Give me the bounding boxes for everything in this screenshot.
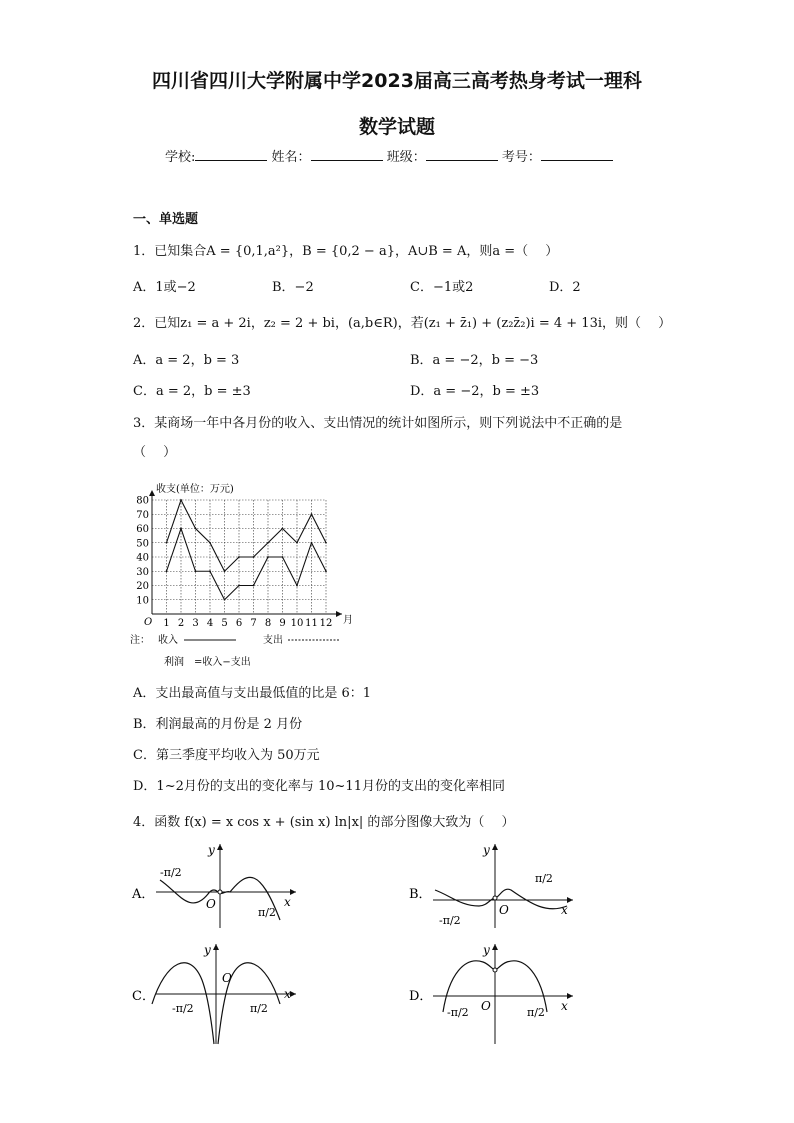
q3-stem-line1: 3．某商场一年中各月份的收入、支出情况的统计如图所示，则下列说法中不正确的是: [133, 416, 623, 431]
q3-option-a[interactable]: A．支出最高值与支出最低值的比是 6：1: [133, 686, 372, 701]
expense-point: [180, 528, 182, 530]
graph-b-right: π/2: [535, 872, 553, 885]
income-point: [224, 570, 226, 572]
graph-c-o: O: [222, 971, 232, 985]
legend-income-label: 收入: [158, 635, 178, 646]
chart-origin: O: [144, 617, 153, 628]
x-axis-arrow: [336, 611, 342, 617]
expense-point: [238, 585, 240, 587]
y-tick-label: 60: [136, 524, 149, 535]
income-point: [296, 542, 298, 544]
graph-a-left: -π/2: [160, 866, 182, 879]
expense-point: [224, 599, 226, 601]
q3-option-d[interactable]: D．1~2月份的支出的变化率与 10~11月份的支出的变化率相同: [133, 779, 505, 794]
graph-b-x: x: [561, 903, 568, 917]
q4-stem: 4．函数 f(x) = x cos x + (sin x) ln|x| 的部分图像大致为（ ）: [133, 815, 515, 830]
q2-option-d[interactable]: D．a = −2，b = ±3: [410, 384, 540, 399]
legend-expense-label: 支出: [263, 635, 283, 646]
y-tick-label: 30: [136, 566, 149, 578]
income-point: [209, 542, 211, 544]
school-blank[interactable]: [195, 148, 267, 161]
examno-label: 考号：: [501, 150, 541, 165]
x-tick-label: 8: [264, 618, 272, 629]
income-point: [195, 528, 197, 530]
expense-point: [253, 585, 255, 587]
graph-a-label: A．: [132, 887, 155, 902]
q2-option-b[interactable]: B．a = −2，b = −3: [410, 353, 539, 368]
graph-d-left: -π/2: [447, 1006, 469, 1019]
graph-d-label: D．: [409, 989, 433, 1004]
graph-c-x: x: [284, 987, 291, 1001]
expense-point: [296, 585, 298, 587]
y-tick-label: 70: [136, 509, 149, 521]
x-tick-label: 5: [221, 618, 228, 629]
examno-blank[interactable]: [541, 148, 613, 161]
x-tick-label: 4: [206, 618, 214, 629]
section-heading: 一、单选题: [133, 212, 199, 227]
q2-stem: 2．已知z₁ = a + 2i，z₂ = 2 + bi，(a,b∈R)，若(z₁ + z̄₁) + (z₂z̄₂)i = 4 + 13i，则（ ）: [133, 316, 672, 331]
class-label: 班级：: [386, 150, 426, 165]
graph-d-y: y: [483, 943, 490, 957]
exam-title-line1: 四川省四川大学附属中学2023届高三高考热身考试一理科: [152, 70, 642, 92]
income-expense-chart: [128, 476, 368, 672]
y-tick-label: 10: [136, 595, 149, 607]
info-fields: [165, 146, 613, 165]
graph-d-o: O: [481, 999, 491, 1013]
series-expense-line: [167, 529, 327, 600]
income-point: [180, 499, 182, 501]
series-income-line: [167, 500, 327, 571]
x-tick-label: 12: [319, 618, 333, 629]
x-tick-label: 9: [279, 618, 286, 629]
expense-point: [209, 570, 211, 572]
q3-stem-line2: （ ）: [133, 445, 177, 460]
chart-xlabel: 月: [343, 615, 353, 626]
expense-point: [282, 556, 284, 558]
exam-title-line2: 数学试题: [358, 116, 435, 138]
q2-option-a[interactable]: A．a = 2，b = 3: [133, 353, 240, 368]
y-tick-label: 50: [136, 538, 149, 550]
x-tick-label: 3: [192, 618, 199, 629]
q4-graph-c[interactable]: [130, 940, 310, 1050]
q1-option-c[interactable]: C．−1或2: [410, 280, 474, 295]
graph-a-x: x: [284, 895, 291, 909]
expense-point: [267, 556, 269, 558]
x-tick-label: 2: [177, 618, 185, 629]
income-point: [311, 513, 313, 515]
graph-c-y: y: [204, 943, 211, 957]
income-point: [267, 542, 269, 544]
q4-graph-a[interactable]: [130, 840, 310, 930]
expense-point: [311, 542, 313, 544]
income-point: [166, 542, 168, 544]
y-tick-label: 80: [136, 495, 149, 507]
q2-option-c[interactable]: C．a = 2，b = ±3: [133, 384, 251, 399]
expense-point: [195, 570, 197, 572]
graph-d-x: x: [561, 999, 568, 1013]
income-point: [282, 528, 284, 530]
y-tick-label: 20: [136, 581, 149, 592]
name-label: 姓名：: [271, 150, 311, 165]
graph-c-label: C．: [132, 989, 155, 1004]
graph-a-right: π/2: [258, 906, 276, 919]
q1-option-d[interactable]: D．2: [549, 280, 581, 295]
x-tick-label: 11: [305, 618, 318, 629]
expense-point: [166, 570, 168, 572]
q3-option-c[interactable]: C．第三季度平均收入为 50万元: [133, 748, 320, 763]
income-point: [238, 556, 240, 558]
chart-note: 注：: [130, 635, 150, 646]
x-tick-label: 1: [163, 618, 170, 629]
x-tick-label: 10: [290, 618, 304, 629]
graph-b-o: O: [499, 903, 509, 917]
x-tick-label: 6: [235, 618, 243, 629]
q1-stem: 1．已知集合A = {0,1,a²}，B = {0,2 − a}，A∪B = A，则a =（ ）: [133, 244, 559, 259]
q1-option-a[interactable]: A．1或−2: [133, 280, 196, 295]
q4-graph-d[interactable]: [407, 940, 587, 1050]
graph-a-o: O: [206, 897, 216, 911]
x-tick-label: 7: [250, 618, 257, 629]
income-point: [325, 542, 327, 544]
school-label: 学校:: [165, 150, 196, 165]
legend-profit: 利润 =收入−支出: [164, 657, 251, 668]
y-axis-arrow: [149, 490, 155, 496]
q3-option-b[interactable]: B．利润最高的月份是 2 月份: [133, 717, 303, 732]
class-blank[interactable]: [426, 148, 498, 161]
graph-b-left: -π/2: [439, 914, 461, 927]
graph-c-left: -π/2: [172, 1002, 194, 1015]
chart-title: 收支(单位：万元): [156, 484, 234, 495]
q4-graph-b[interactable]: [407, 840, 587, 930]
graph-b-y: y: [483, 843, 490, 857]
name-blank[interactable]: [311, 148, 383, 161]
graph-c-right: π/2: [250, 1002, 268, 1015]
income-point: [253, 556, 255, 558]
graph-a-y: y: [208, 843, 215, 857]
graph-d-right: π/2: [527, 1006, 545, 1019]
expense-point: [325, 570, 327, 572]
y-tick-label: 40: [136, 552, 149, 564]
graph-b-label: B．: [409, 887, 432, 902]
q1-option-b[interactable]: B．−2: [272, 280, 314, 295]
